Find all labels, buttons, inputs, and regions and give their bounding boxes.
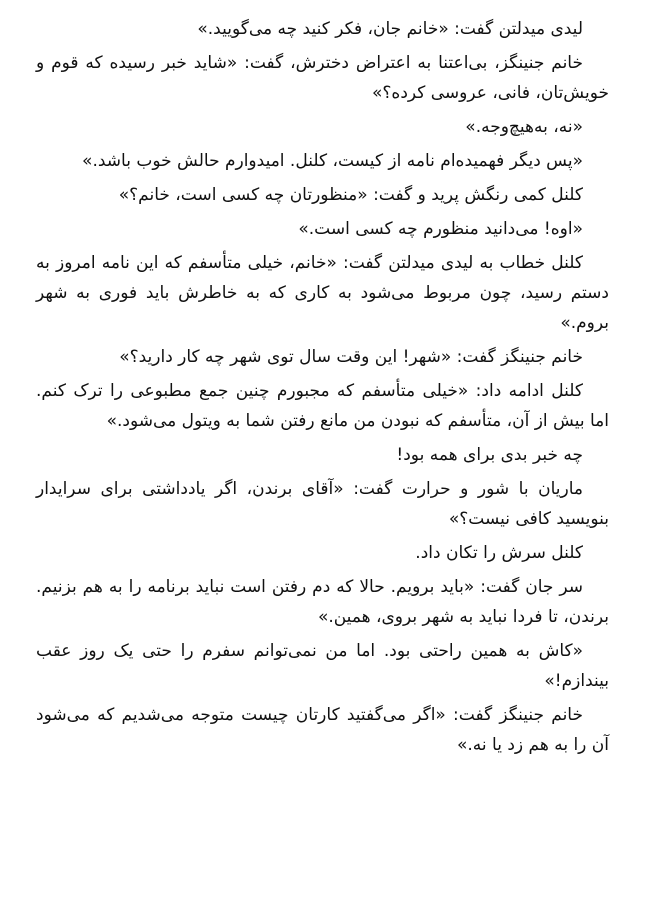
- paragraph: چه خبر بدی برای همه بود!: [396, 445, 583, 465]
- paragraph: کلنل سرش را تکان داد.: [415, 543, 583, 563]
- paragraph: خانم جنینگز گفت: «اگر می‌گفتید کارتان چیست متوجه می‌شدیم که می‌شود آن را به هم زد یا نه.»: [36, 705, 609, 755]
- paragraph: ماریان با شور و حرارت گفت: «آقای برندن، اگر یادداشتی برای سرایدار بنویسید کافی نیست؟»: [36, 479, 609, 529]
- paragraph: «اوه! می‌دانید منظورم چه کسی است.»: [298, 219, 583, 239]
- paragraph: کلنل خطاب به لیدی میدلتن گفت: «خانم، خیلی متأسفم که این نامه امروز به دستم رسید، چون مربوط می‌شود به کاری که به خاطرش باید فوری به شهر بروم.»: [36, 253, 609, 333]
- paragraph: سر جان گفت: «باید برویم. حالا که دم رفتن است نباید برنامه را به هم بزنیم. برندن، تا فردا نباید به شهر بروی، همین.»: [36, 577, 609, 627]
- paragraph: کلنل ادامه داد: «خیلی متأسفم که مجبورم چنین جمع مطبوعی را ترک کنم. اما بیش از آن، متأسفم که نبودن من مانع رفتن شما به ویتول می‌شود.»: [36, 381, 609, 431]
- paragraph: خانم جنینگز گفت: «شهر! این وقت سال توی شهر چه کار دارید؟»: [119, 347, 583, 367]
- paragraph: «نه، به‌هیچ‌وجه.»: [465, 117, 583, 137]
- paragraph: کلنل کمی رنگش پرید و گفت: «منظورتان چه کسی است، خانم؟»: [118, 185, 583, 205]
- paragraph: «پس دیگر فهمیده‌ام نامه از کیست، کلنل. امیدوارم حالش خوب باشد.»: [82, 151, 583, 171]
- paragraph: خانم جنینگز، بی‌اعتنا به اعتراض دخترش، گفت: «شاید خبر رسیده که قوم و خویش‌تان، فانی، عروسی کرده؟»: [36, 53, 609, 103]
- paragraph: لیدی میدلتن گفت: «خانم جان، فکر کنید چه می‌گویید.»: [197, 19, 583, 39]
- page-text: [36, 14, 609, 760]
- paragraph: «کاش به همین راحتی بود. اما من نمی‌توانم سفرم را حتی یک روز عقب بیندازم!»: [36, 641, 609, 691]
